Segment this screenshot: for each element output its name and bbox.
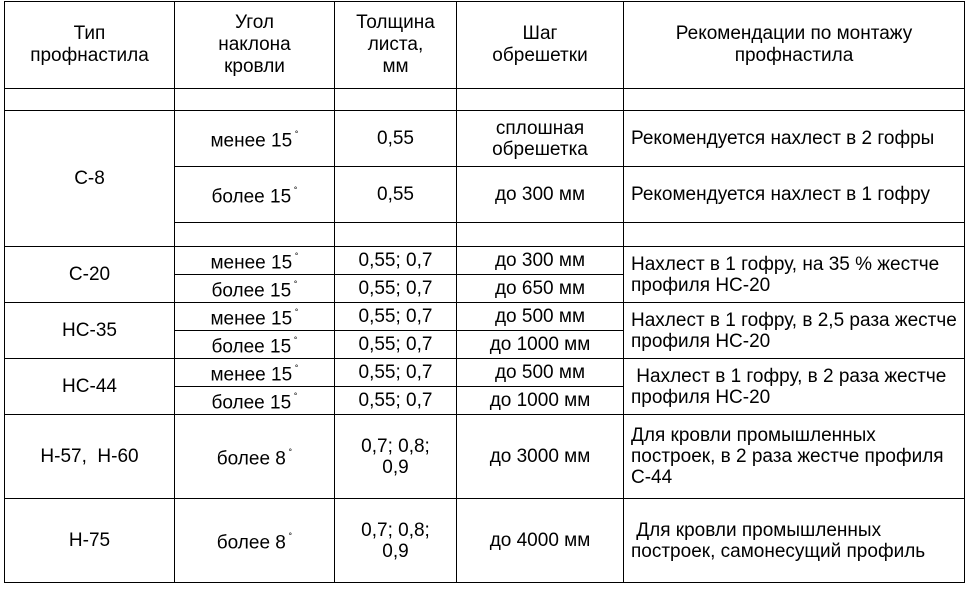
angle-cell: более 15 ˚ bbox=[175, 167, 335, 223]
angle-cell: более 8 ˚ bbox=[175, 415, 335, 499]
thickness-cell: 0,55; 0,7 bbox=[335, 247, 457, 275]
degree-mark: ˚ bbox=[295, 130, 299, 142]
table-row bbox=[5, 499, 965, 583]
degree-mark: ˚ bbox=[294, 280, 298, 292]
thickness-cell: 0,7; 0,8; 0,9 bbox=[335, 499, 457, 583]
empty-cell bbox=[335, 223, 457, 247]
angle-cell: более 15 ˚ bbox=[175, 275, 335, 303]
type-cell: С-20 bbox=[5, 247, 175, 303]
step-cell: до 500 мм bbox=[457, 303, 624, 331]
step-cell: до 650 мм bbox=[457, 275, 624, 303]
profnastil-table bbox=[4, 1, 965, 583]
empty-cell bbox=[175, 223, 335, 247]
thickness-cell: 0,55; 0,7 bbox=[335, 303, 457, 331]
step-cell: до 300 мм bbox=[457, 167, 624, 223]
angle-cell: менее 15 ˚ bbox=[175, 111, 335, 167]
table-row bbox=[5, 359, 965, 387]
table-row bbox=[5, 247, 965, 275]
degree-mark: ˚ bbox=[294, 336, 298, 348]
recommendation-cell: Рекомендуется нахлест в 1 гофру bbox=[624, 167, 965, 223]
recommendation-cell: Нахлест в 1 гофру, на 35 % жестче профиля НС-20 bbox=[624, 247, 965, 303]
table-row bbox=[5, 415, 965, 499]
angle-cell: менее 15 ˚ bbox=[175, 247, 335, 275]
angle-cell: более 15 ˚ bbox=[175, 331, 335, 359]
empty-cell bbox=[624, 223, 965, 247]
degree-mark: ˚ bbox=[295, 364, 299, 376]
degree-mark: ˚ bbox=[295, 308, 299, 320]
table-row bbox=[5, 111, 965, 167]
recommendation-cell: Для кровли промышленных построек, в 2 раза жестче профиля С-44 bbox=[624, 415, 965, 499]
degree-mark: ˚ bbox=[294, 392, 298, 404]
thickness-cell: 0,7; 0,8; 0,9 bbox=[335, 415, 457, 499]
header-recommendations: Рекомендации по монтажу профнастила bbox=[624, 2, 965, 89]
type-cell: Н-75 bbox=[5, 499, 175, 583]
thickness-cell: 0,55 bbox=[335, 167, 457, 223]
angle-cell: более 8 ˚ bbox=[175, 499, 335, 583]
table-row bbox=[5, 303, 965, 331]
step-cell: до 1000 мм bbox=[457, 387, 624, 415]
step-cell: сплошная обрешетка bbox=[457, 111, 624, 167]
header-step: Шаг обрешетки bbox=[457, 2, 624, 89]
angle-cell: более 15 ˚ bbox=[175, 387, 335, 415]
header-thickness: Толщина листа, мм bbox=[335, 2, 457, 89]
recommendation-cell: Рекомендуется нахлест в 2 гофры bbox=[624, 111, 965, 167]
type-cell: С-8 bbox=[5, 111, 175, 247]
header-row bbox=[5, 2, 965, 89]
degree-mark: ˚ bbox=[288, 448, 293, 460]
thickness-cell: 0,55; 0,7 bbox=[335, 275, 457, 303]
empty-cell bbox=[457, 223, 624, 247]
thickness-cell: 0,55 bbox=[335, 111, 457, 167]
type-cell: Н-57, Н-60 bbox=[5, 415, 175, 499]
degree-mark: ˚ bbox=[294, 186, 298, 198]
step-cell: до 3000 мм bbox=[457, 415, 624, 499]
type-cell: НС-44 bbox=[5, 359, 175, 415]
recommendation-cell: Для кровли промышленных построек, самонесущий профиль bbox=[624, 499, 965, 583]
thickness-cell: 0,55; 0,7 bbox=[335, 387, 457, 415]
empty-cell bbox=[5, 89, 175, 111]
type-cell: НС-35 bbox=[5, 303, 175, 359]
thickness-cell: 0,55; 0,7 bbox=[335, 359, 457, 387]
step-cell: до 4000 мм bbox=[457, 499, 624, 583]
header-type: Тип профнастила bbox=[5, 2, 175, 89]
empty-cell bbox=[335, 89, 457, 111]
degree-mark: ˚ bbox=[288, 532, 293, 544]
step-cell: до 300 мм bbox=[457, 247, 624, 275]
empty-cell bbox=[624, 89, 965, 111]
step-cell: до 500 мм bbox=[457, 359, 624, 387]
spacer-row bbox=[5, 89, 965, 111]
degree-mark: ˚ bbox=[295, 252, 299, 264]
angle-cell: менее 15 ˚ bbox=[175, 303, 335, 331]
thickness-cell: 0,55; 0,7 bbox=[335, 331, 457, 359]
header-angle: Угол наклона кровли bbox=[175, 2, 335, 89]
recommendation-cell: Нахлест в 1 гофру, в 2,5 раза жестче профиля НС-20 bbox=[624, 303, 965, 359]
empty-cell bbox=[457, 89, 624, 111]
empty-cell bbox=[175, 89, 335, 111]
angle-cell: менее 15 ˚ bbox=[175, 359, 335, 387]
recommendation-cell: Нахлест в 1 гофру, в 2 раза жестче профиля НС-20 bbox=[624, 359, 965, 415]
step-cell: до 1000 мм bbox=[457, 331, 624, 359]
